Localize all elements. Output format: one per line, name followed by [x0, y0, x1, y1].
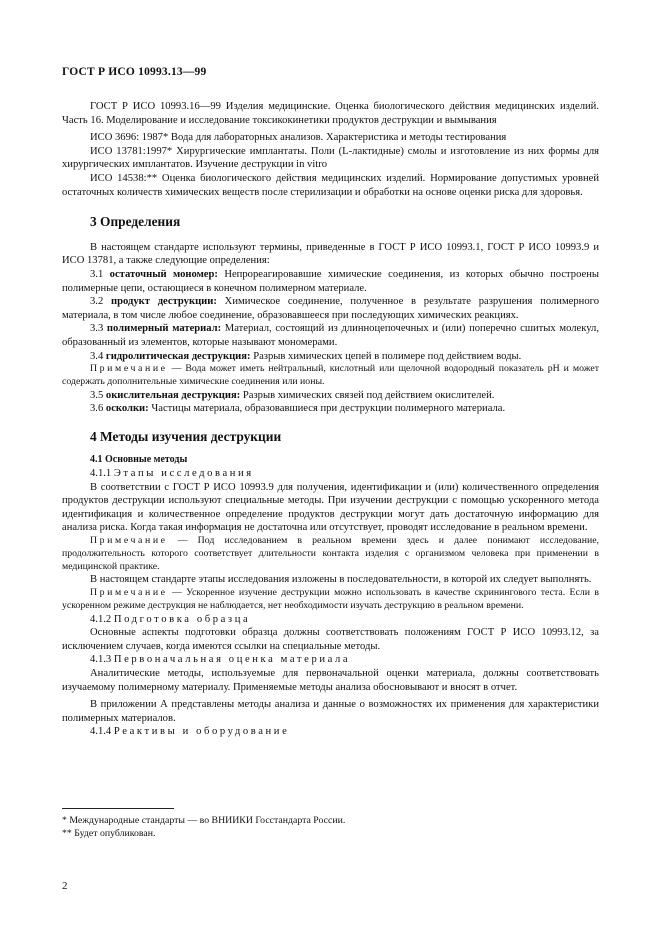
paragraph: Аналитические методы, используемые для первоначальной оценки материала, должны соответствовать изучаемому полимерному материалу. Применяемые методы анализа обосновывают и вносят в отчет.	[62, 667, 599, 693]
footnote-divider	[62, 808, 174, 809]
definition: 3.2 продукт деструкции: Химическое соединение, полученное в результате разрушения полимерного материала, в том числе любое соединение, образовавшееся при последующих химических реакциях.	[62, 296, 599, 321]
clause-title: 4.1.2 Подготовка образца	[90, 613, 251, 625]
footnote: * Международные стандарты — во ВНИИКИ Госстандарта России.	[62, 815, 346, 826]
note: Примечание — Под исследованием в реальном времени здесь и далее понимают исследование, продолжительность которого соответствует длительности контакта изделия с организмом человека при применении в медицинской практике.	[62, 535, 599, 572]
clause-title: 4.1.3 Первоначальная оценка материала	[90, 654, 351, 666]
paragraph: Основные аспекты подготовки образца должны соответствовать положениям ГОСТ Р ИСО 10993.12, за исключением случаев, когда имеются ссылки на специальные методы.	[62, 627, 599, 652]
section-3-title: 3 Определения	[90, 214, 181, 230]
paragraph: В приложении А представлены методы анализа и данные о возможностях их применения для характеристики полимерных материалов.	[62, 699, 599, 724]
section-3-intro: В настоящем стандарте используют термины, приведенные в ГОСТ Р ИСО 10993.1, ГОСТ Р ИСО 10993.9 и ИСО 13781, а также следующие определения:	[62, 241, 599, 267]
definition: 3.1 остаточный мономер: Непрореагировавшие химические соединения, из которых обычно построены полимерные цепи, остающиеся в конечном полимерном материале.	[62, 268, 599, 294]
paragraph: В настоящем стандарте этапы исследования изложены в последовательности, в которой их следует выполнять.	[90, 574, 592, 586]
page-content	[62, 100, 599, 739]
ref-item: ГОСТ Р ИСО 10993.16—99 Изделия медицинские. Оценка биологического действия медицинских изделий. Часть 16. Моделирование и исследование токсикокинетики продуктов деструкции и вымывания	[62, 101, 599, 126]
section-4-title: 4 Методы изучения деструкции	[90, 428, 282, 444]
definition: 3.3 полимерный материал: Материал, состоящий из длинноцепочечных и (или) поперечно сшитых молекул, образованный из элементов, которые называют мономерами.	[62, 323, 599, 348]
paragraph: В соответствии с ГОСТ Р ИСО 10993.9 для получения, идентификации и (или) количественного определения продуктов деструкции используют специальные методы. При изучении деструкции с помощью ускоренного метода идентификация и количественное определение продуктов деструкции могут дать достаточную информацию для анализа риска. Когда такая информация не достаточна или отсутствует, проводят исследование в реальном времени.	[62, 481, 599, 534]
definition: 3.5 окислительная деструкция: Разрыв химических связей под действием окислителей.	[90, 389, 495, 401]
definition: 3.6 осколки: Частицы материала, образовавшиеся при деструкции полимерного материала.	[90, 403, 506, 415]
ref-item: ИСО 13781:1997* Хирургические имплантаты. Поли (L-лактидные) смолы и изготовление из них формы для хирургических имплантатов. Изучение деструкции in vitro	[62, 145, 599, 171]
footnote: ** Будет опубликован.	[62, 828, 156, 839]
clause-title: 4.1.4 Реактивы и оборудование	[90, 726, 290, 738]
definition: 3.4 гидролитическая деструкция: Разрыв химических цепей в полимере под действием воды.	[90, 350, 522, 362]
note: Примечание — Вода может иметь нейтральный, кислотный или щелочной водородный показатель pH и может содержать дополнительные химические соединения или ионы.	[62, 363, 599, 387]
footnotes	[62, 814, 599, 840]
ref-item: ИСО 3696: 1987* Вода для лабораторных анализов. Характеристика и методы тестирования	[90, 132, 507, 144]
document-header: ГОСТ Р ИСО 10993.13—99	[62, 66, 207, 78]
ref-item: ИСО 14538:** Оценка биологического действия медицинских изделий. Нормирование допустимых уровней остаточных количеств химических веществ после стерилизации и обработки на основе оценки риска для здоровья.	[62, 172, 599, 198]
page-number: 2	[62, 880, 68, 892]
subsection-4-1-title: 4.1 Основные методы	[90, 454, 188, 466]
clause-title: 4.1.1 Этапы исследования	[90, 468, 254, 480]
note: Примечание — Ускоренное изучение деструкции можно использовать в качестве скринингового теста. Если в ускоренном режиме деструкция не наблюдается, нет необходимости изучать деструкцию в реальном времени.	[62, 587, 599, 611]
